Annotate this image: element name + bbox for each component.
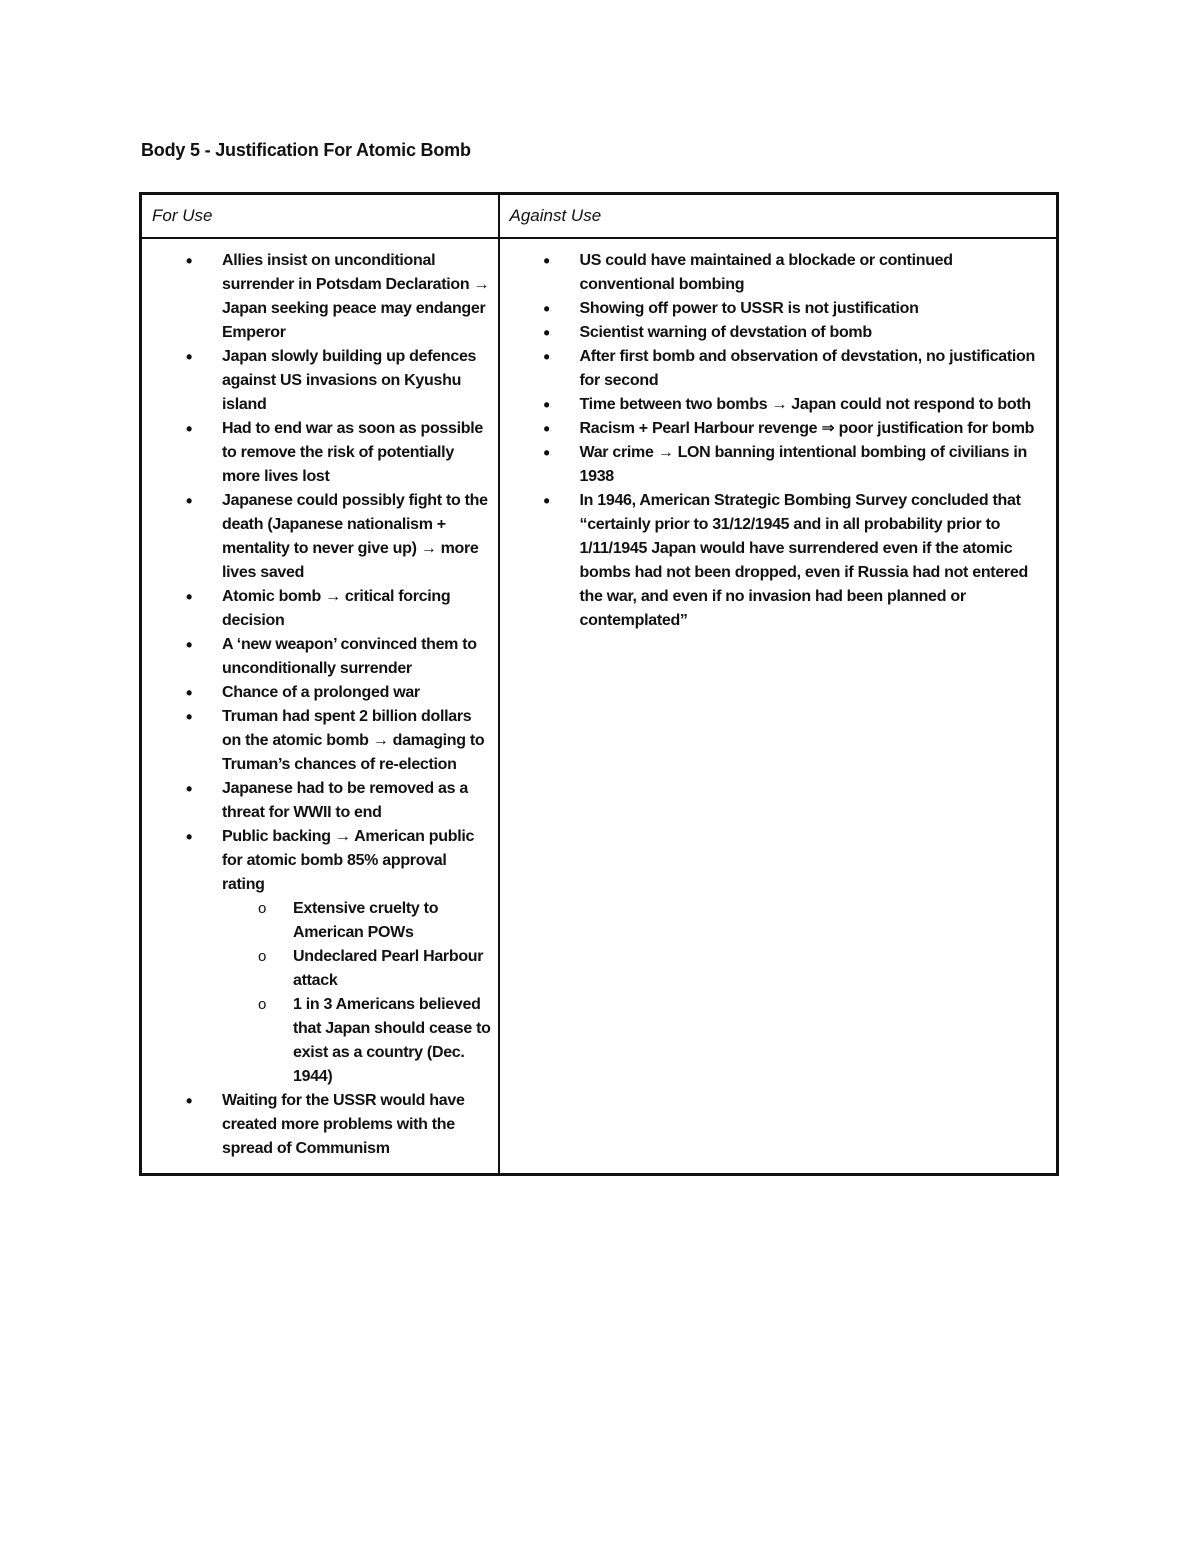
against-use-item: • Showing off power to USSR is not justification: [580, 297, 1051, 321]
for-use-item: • Japanese could possibly fight to the death (Japanese nationalism + mentality to never give up) → more lives saved: [222, 489, 492, 585]
table-body-row: [141, 238, 1058, 1175]
for-use-item: • A ‘new weapon’ convinced them to unconditionally surrender: [222, 633, 492, 681]
against-use-header: Against Use: [499, 194, 1058, 239]
for-use-item: • Waiting for the USSR would have created more problems with the spread of Communism: [222, 1089, 492, 1161]
against-use-item: • Time between two bombs → Japan could not respond to both: [580, 393, 1051, 417]
for-use-header: For Use: [141, 194, 499, 239]
for-use-item: • Allies insist on unconditional surrender in Potsdam Declaration → Japan seeking peace may endanger Emperor: [222, 249, 492, 345]
against-use-item: • After first bomb and observation of devstation, no justification for second: [580, 345, 1051, 393]
against-use-item: • US could have maintained a blockade or continued conventional bombing: [580, 249, 1051, 297]
subpoint-item: o 1 in 3 Americans believed that Japan should cease to exist as a country (Dec. 1944): [293, 993, 492, 1089]
subpoint-item: o Undeclared Pearl Harbour attack: [293, 945, 492, 993]
for-use-item: • Japan slowly building up defences against US invasions on Kyushu island: [222, 345, 492, 417]
public-backing-subpoints: [222, 897, 492, 1089]
pros-cons-table: [139, 192, 1059, 1176]
for-use-item: • Japanese had to be removed as a threat for WWII to end: [222, 777, 492, 825]
table-header-row: [141, 194, 1058, 239]
against-use-cell: [499, 238, 1058, 1175]
for-use-item: • Truman had spent 2 billion dollars on the atomic bomb → damaging to Truman’s chances of re-election: [222, 705, 492, 777]
for-use-item: • Atomic bomb → critical forcing decision: [222, 585, 492, 633]
for-use-cell: [141, 238, 499, 1175]
for-use-item-text: Public backing → American public for atomic bomb 85% approval rating: [222, 828, 475, 893]
against-use-item: • War crime → LON banning intentional bombing of civilians in 1938: [580, 441, 1051, 489]
for-use-item: • Chance of a prolonged war: [222, 681, 492, 705]
for-use-list: [142, 249, 492, 1161]
against-use-list: [500, 249, 1051, 633]
page-title: Body 5 - Justification For Atomic Bomb: [141, 140, 471, 160]
against-use-item: • In 1946, American Strategic Bombing Survey concluded that “certainly prior to 31/12/1945 and in all probability prior to 1/11/1945 Japan would have surrendered even if the atomic bombs had not been dropped, even if Russia had not entered the war, and even if no invasion had been planned or contemplated”: [580, 489, 1051, 633]
for-use-item: • Had to end war as soon as possible to remove the risk of potentially more lives lost: [222, 417, 492, 489]
subpoint-item: o Extensive cruelty to American POWs: [293, 897, 492, 945]
against-use-item: • Scientist warning of devstation of bomb: [580, 321, 1051, 345]
for-use-item-public-backing: [222, 825, 492, 1089]
against-use-item: • Racism + Pearl Harbour revenge ⇒ poor justification for bomb: [580, 417, 1051, 441]
